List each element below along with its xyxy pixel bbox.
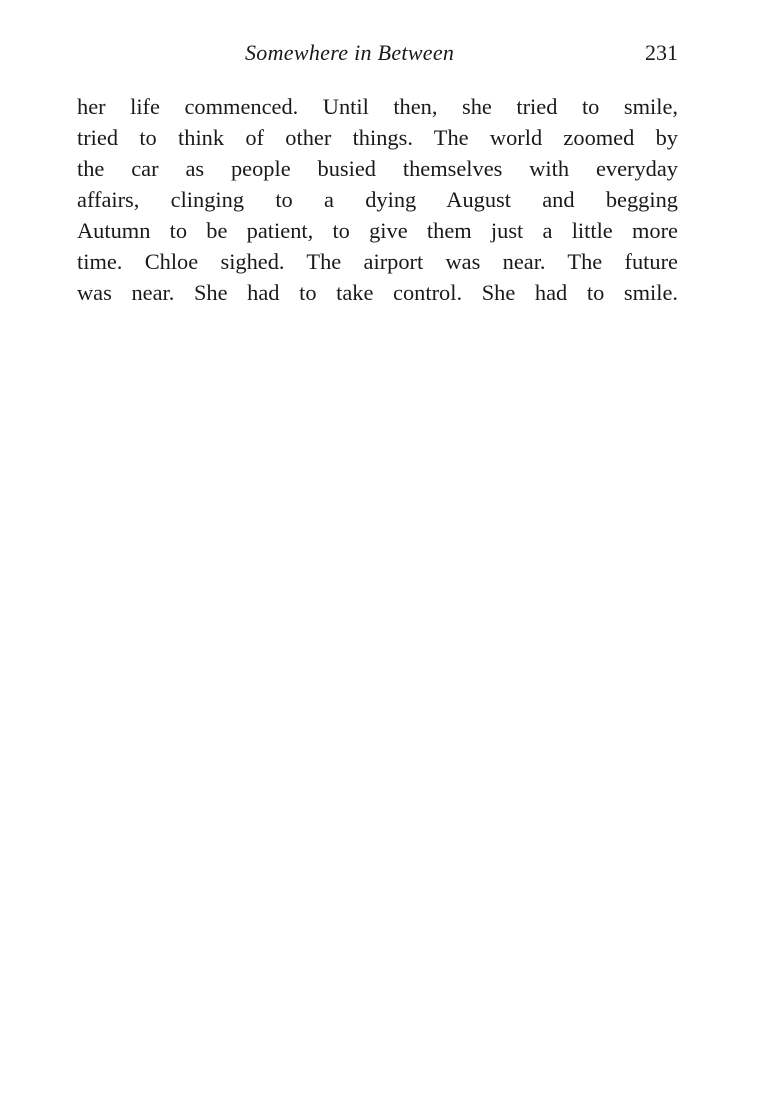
text-line: affairs, clinging to a dying August and begging	[77, 187, 678, 212]
text-line: tried to think of other things. The world zoomed by	[77, 125, 678, 150]
text-line: the car as people busied themselves with everyday	[77, 156, 678, 181]
text-line: time. Chloe sighed. The airport was near. The future	[77, 249, 678, 274]
text-line: Autumn to be patient, to give them just a little more	[77, 218, 678, 243]
body-paragraph	[77, 91, 678, 308]
page-number: 231	[645, 40, 678, 65]
running-head	[78, 40, 678, 70]
text-line: was near. She had to take control. She had to smile.	[77, 280, 678, 305]
running-title: Somewhere in Between	[245, 40, 455, 65]
text-line: her life commenced. Until then, she tried to smile,	[77, 94, 678, 119]
